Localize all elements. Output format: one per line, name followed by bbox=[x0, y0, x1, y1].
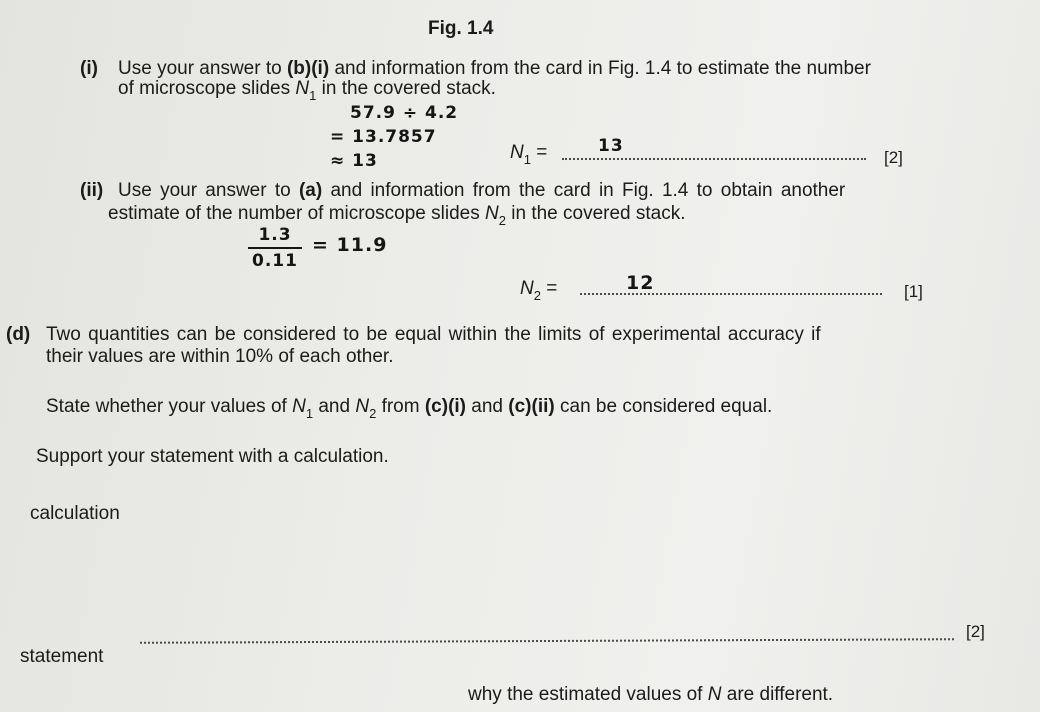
calculation-label: calculation bbox=[30, 503, 120, 524]
handwritten-working-1: 57.9 ÷ 4.2 bbox=[350, 103, 459, 123]
question-text-i-line2: of microscope slides $N_1$ in the covered stack. bbox=[118, 78, 496, 103]
handwritten-working-3: ≈ 13 bbox=[330, 151, 378, 171]
marks-c-ii: [1] bbox=[904, 282, 923, 301]
answer-value-n1: 13 bbox=[598, 136, 624, 156]
partial-next-question: why the estimated values of N are different. bbox=[468, 684, 834, 705]
calculation-area[interactable] bbox=[40, 530, 980, 620]
question-text-ii-line1: Use your answer to (a) and information from the card in Fig. 1.4 to obtain another bbox=[118, 180, 846, 201]
marks-d: [2] bbox=[966, 622, 985, 641]
handwritten-fraction bbox=[248, 225, 302, 271]
question-text-d-support: Support your statement with a calculation. bbox=[36, 446, 389, 467]
figure-label: Fig. 1.4 bbox=[428, 18, 494, 39]
answer-label-n1: $N_1$ = bbox=[510, 142, 548, 167]
statement-label: statement bbox=[20, 646, 104, 667]
question-number-d: (d) bbox=[6, 324, 31, 345]
fraction-numerator: 1.3 bbox=[258, 225, 292, 245]
answer-line-n1[interactable] bbox=[562, 158, 866, 160]
handwritten-working-2: = 13.7857 bbox=[330, 127, 437, 147]
question-text-d-line1: Two quantities can be considered to be equal within the limits of experimental accuracy if bbox=[46, 324, 821, 345]
question-text-d-line2: their values are within 10% of each other. bbox=[46, 346, 394, 367]
question-text-i-line1: Use your answer to (b)(i) and information from the card in Fig. 1.4 to estimate the number bbox=[118, 58, 871, 79]
fraction-bar bbox=[248, 247, 302, 249]
question-text-d-state: State whether your values of $N_1$ and $N_2$ from (c)(i) and (c)(ii) can be considered equal. bbox=[46, 396, 773, 421]
statement-answer-line[interactable] bbox=[140, 638, 954, 644]
question-number-ii: (ii) bbox=[80, 180, 104, 201]
handwritten-result: = 11.9 bbox=[312, 234, 388, 256]
answer-label-n2: $N_2$ = bbox=[520, 278, 558, 303]
answer-line-n2[interactable] bbox=[580, 293, 882, 295]
marks-c-i: [2] bbox=[884, 148, 903, 167]
fraction-denominator: 0.11 bbox=[252, 251, 298, 271]
answer-value-n2: 12 bbox=[626, 272, 655, 294]
question-text-ii-line2: estimate of the number of microscope slides $N_2$ in the covered stack. bbox=[108, 203, 686, 228]
question-number-i: (i) bbox=[80, 58, 98, 79]
